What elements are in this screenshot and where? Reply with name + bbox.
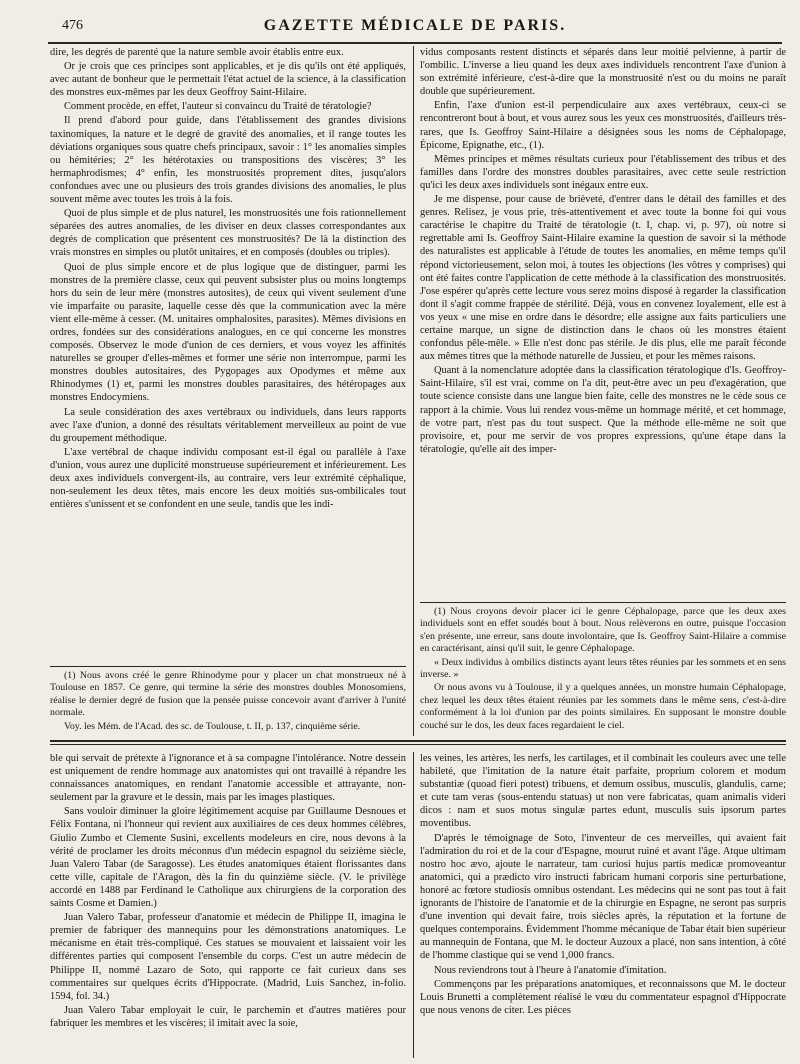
footnote-quote: « Deux individus à ombilics distincts ayant leurs têtes réunies par les sommets et en sens inverse. »	[420, 656, 786, 681]
paragraph: D'après le témoignage de Soto, l'inventeur de ces merveilles, qui avaient fait l'admiration du roi et de la cour d'Espagne, mourut ruiné et avant l'âge. Atque ultimam nostro hoc ævo, ajoute le narrateur, tam curiosi hujus partis medicæ promoveantur anatomici, qui a prædicto viro instructi fabricam humani corporis sine perturbatione, honoré ac fœtore studiosis omnibus ostendant. Les médecins qui ne sont pas tout à fait ignorants de l'histoire de l'anatomie et de la chirurgie en Espagne, ne seront pas surpris d'une invention qui devait faire, trois siècles après, la réputation et la fortune de quelques contemporains. Évidemment l'homme mécanique de Tabar était bien supérieur au mannequin de Fontana, que M. le docteur Auzoux a placé, non sans intention, à côté de l'homme clastique qui se vend 1,000 francs.	[420, 832, 786, 962]
paragraph: Comment procède, en effet, l'auteur si convaincu du Traité de tératologie?	[64, 101, 372, 113]
paragraph: ble qui servait de prétexte à l'ignorance et à sa compagne l'intolérance. Notre dessein est uniquement de rendre hommage aux anatomistes qui ont travaillé à répandre les connaissances anatomiques, en rendant l'anatomie accessible et attrayante, non-seulement par la gravure et le dessin, mais par les images plastiques.	[50, 753, 406, 804]
right-column-top	[420, 46, 786, 598]
paragraph: dire, les degrés de parenté que la nature semble avoir établis entre eux.	[50, 47, 344, 58]
paragraph: les veines, les artères, les nerfs, les cartilages, et il combinait les couleurs avec une telle habileté, que l'imitation de la nature était parfaite, proprium colorem et modum substantiæ (quoad fieri potest) tribuens, et demum ossibus, musculis, glandulis, carne; et cute tam veras (sous-entendu statuas) ut non vere fabricatas, quam animalis videri dicos : nam et suos motus singulæ partes edunt, musculis suis ipsorum partes moventibus.	[420, 753, 786, 830]
section-divider-thin	[50, 744, 786, 745]
paragraph: Je me dispense, pour cause de brièveté, d'entrer dans le détail des familles et des genres. Relisez, je vous prie, très-attentivement et avec toute la bonne foi qui vous caractérise le chapitre du Traité de tératologie (t. I, chap. vi, p. 97), où notre si regrettable ami Is. Geoffroy Saint-Hilaire examine la question de savoir si la méthode des naturalistes est applicable à l'étude de toutes les anomalies, en même temps qu'il répond victorieusement, selon moi, à toutes les objections (les vôtres y comprises) qui ont été faites contre l'application de cette méthode à la classification des monstruosités. J'ose espérer qu'après cette lecture vous serez moins disposé à regarder la classification dont il s'agit comme frappée de stérilité. Déjà, vous en convenez loyalement, elle est à vos yeux « une mise en ordre dans le désordre; elle assigne aux faits particuliers une certaine marque, un signe de distinction dans le chaos où les monstres étaient confondus pêle-mêle. » Elle n'est donc pas stérile. Je dis plus, elle me paraît féconde aux mêmes titres que la méthode naturelle de Jussieu, et pour les mêmes raisons.	[420, 194, 786, 363]
section-divider	[50, 740, 786, 742]
paragraph: Il prend d'abord pour guide, dans l'établissement des grandes divisions taxinomiques, la nature et le degré de gravité des anomalies, et il range toutes les déviations organiques sous quatre chefs principaux, savoir : 1° les anomalies simples ou hémitéries; 2° les hétérotaxies ou transpositions des viscères; 3° les hermaphrodismes; 4° enfin, les monstruosités proprement dites, jusqu'alors confondues avec une ou plusieurs des trois grandes divisions des anomalies, le plus souvent même avec toutes les trois à la fois.	[50, 115, 406, 206]
paragraph: Commençons par les préparations anatomiques, et reconnaissons que M. le docteur Louis Brunetti a complètement réalisé le vœu du commentateur espagnol d'Hippocrate que nous venons de citer. Les pièces	[420, 978, 786, 1016]
paragraph: Nous reviendrons tout à l'heure à l'anatomie d'imitation.	[434, 964, 667, 976]
footnote-left	[50, 666, 406, 738]
paragraph: Juan Valero Tabar employait le cuir, le parchemin et d'autres matières pour fabriquer les membres et les viscères; il imitait avec la soie,	[50, 1004, 406, 1029]
paragraph: L'axe vertébral de chaque individu composant est-il égal ou parallèle à l'axe d'union, vous aurez une duplicité monstrueuse supérieurement et inférieurement. Les deux axes individuels convergent-ils, au contraire, vers leur extrémité céphalique, non-seulement les deux têtes, mais encore les deux moitiés sus-ombilicales tout entières s'unissent et se confondent en une seule, tandis que les indi-	[50, 446, 406, 511]
page-number: 476	[62, 18, 83, 33]
paragraph: Sans vouloir diminuer la gloire légitimement acquise par Guillaume Desnoues et Félix Fontana, ni l'honneur qui revient aux auxiliaires de ces deux hommes célèbres, Giulio Zumbo et Clemente Susini, excellents modeleurs en cire, nous devons à la vérité de proclamer les droits méconnus d'un médecin espagnol du seizième siècle, Juan Valero Tabar (de Saragosse). Les études anatomiques étaient florissantes dans cette ville, capitale de l'Aragon, dès la fin du quinzième siècle. (V. le privilège accordé en 1488 par Ferdinand le Catholique aux chirurgiens de la corporation des saints Cosme et Damien.)	[50, 806, 406, 910]
paragraph: Or je crois que ces principes sont applicables, et je dis qu'ils ont été appliqués, avec autant de bonheur que le permettait l'état actuel de la science, à la classification des monstres eux-mêmes par les deux Geoffroy Saint-Hilaire.	[50, 61, 406, 99]
footnote-text: Or nous avons vu à Toulouse, il y a quelques années, un monstre humain Céphalopage, chez lequel les deux têtes étaient réunies par les sommets dans le même sens, c'est-à-dire conformément à la loi d'union par des points similaires. En supposant le monstre double couché sur le dos, les deux faces regardaient le ciel.	[420, 682, 786, 731]
right-column-bottom	[420, 752, 786, 1058]
paragraph: Juan Valero Tabar, professeur d'anatomie et médecin de Philippe II, imagina le premier de fabriquer des mannequins pour les démonstrations anatomiques. Le mécanisme en était très-compliqué. Ces statues se mouvaient et laissaient voir les différentes parties qui composent l'ensemble du corps. C'est un autre médecin de Philippe II, nommé Lazaro de Soto, qui rapporte ce fait curieux dans ses commentaires sur quelques écrits d'Hippocrate. (Madrid, Luis Sanchez, in-folio. 1594, fol. 34.)	[50, 912, 406, 1002]
left-column-top	[50, 46, 406, 658]
paragraph: Quoi de plus simple encore et de plus logique que de distinguer, parmi les monstres de la première classe, ceux qui peuvent subsister plus ou moins longtemps hors du sein de leur mère (monstres autosites), de ceux qui vivent seulement d'une vie imparfaite ou parasite, laquelle cesse dès que la communication avec la mère vient elle-même à cesser. (M. unitaires omphalosites, parasites). Mêmes divisions en ordres, fondées sur des considérations analogues, en ce qui concerne les monstres composés. Observez le mode d'union de ces derniers, et vous voyez les affinités naturelles se grouper d'elles-mêmes et former une série non interrompue, parmi les monstres doubles autositaires, des Pygopages aux Opodymes et même aux Rhinodymes (1) et, parmi les monstres doubles parasitaires, des hétéropages aux monstres Endocymiens.	[50, 261, 406, 404]
paragraph: Mêmes principes et mêmes résultats curieux pour l'établissement des tribus et des familles dans l'ordre des monstres doubles parasitaires, avec cette seule restriction qu'ici les deux axes individuels sont inégaux entre eux.	[420, 153, 786, 191]
page-header	[48, 14, 782, 44]
paragraph: vidus composants restent distincts et séparés dans leur moitié pelvienne, à partir de l'ombilic. L'inverse a lieu quand les deux axes individuels rencontrent l'axe d'union à son extrémité inférieure, c'est-à-dire que la monstruosité n'est ou du moins ne paraît double que supérieurement.	[420, 47, 786, 98]
footnote-right	[420, 602, 786, 738]
column-divider-bottom	[413, 752, 414, 1058]
footnote-text: (1) Nous avons créé le genre Rhinodyme pour y placer un chat monstrueux né à Toulouse en 1857. Ce genre, qui termine la série des monstres doubles Monosomiens, réalise le dernier degré de fusion que la pensée puisse concevoir avant d'arriver à l'unité normale.	[50, 670, 406, 719]
footnote-text: (1) Nous croyons devoir placer ici le genre Céphalopage, parce que les deux axes individuels sont en effet soudés bout à bout. Nous relèverons en outre, puisque l'occasion s'en présente, une erreur, sans doute involontaire, que Is. Geoffroy Saint-Hilaire a commise en caractérisant, ainsi qu'il suit, le genre Céphalopage.	[420, 606, 786, 655]
paragraph: Quoi de plus simple et de plus naturel, les monstruosités une fois rationnellement séparées des autres anomalies, de les diviser en deux classes correspondantes aux degrés de complication que présentent ces monstruosités? De là la distinction des vrais monstres en simples ou plutôt unitaires, et en composés (doubles ou triples).	[50, 208, 406, 259]
paragraph: La seule considération des axes vertébraux ou individuels, dans leurs rapports avec l'axe d'union, a donné des résultats véritablement merveilleux au point de vue du groupement méthodique.	[50, 406, 406, 444]
left-column-bottom	[50, 752, 406, 1058]
paragraph: Enfin, l'axe d'union est-il perpendiculaire aux axes vertébraux, ceux-ci se rencontreront bout à bout, et vous aurez sous les yeux ces monstruosités, d'ailleurs très-rares, que Is. Geoffroy Saint-Hilaire a désignées sous les noms de Céphalopage, Épicome, Epignathe, etc., (1).	[420, 100, 786, 151]
paragraph: Quant à la nomenclature adoptée dans la classification tératologique d'Is. Geoffroy-Saint-Hilaire, s'il est vrai, comme on l'a dit, peut-être avec un peu d'exagération, que toute science consiste dans une langue bien faite, celle des monstres ne le cède sous ce rapport à la chimie. Vous lui rendez vous-même un hommage mérité, et cet hommage, de votre part, n'est pas du tout suspect. Que la méthode elle-même ne soit que provisoire, et, pour me servir de vos propres expressions, qu'une étape dans la tératologie, qu'elle ait des imper-	[420, 365, 786, 455]
column-divider	[413, 46, 414, 736]
journal-title: GAZETTE MÉDICALE DE PARIS.	[263, 17, 567, 34]
footnote-reference: Voy. les Mém. de l'Acad. des sc. de Toulouse, t. II, p. 137, cinquième série.	[64, 720, 361, 732]
